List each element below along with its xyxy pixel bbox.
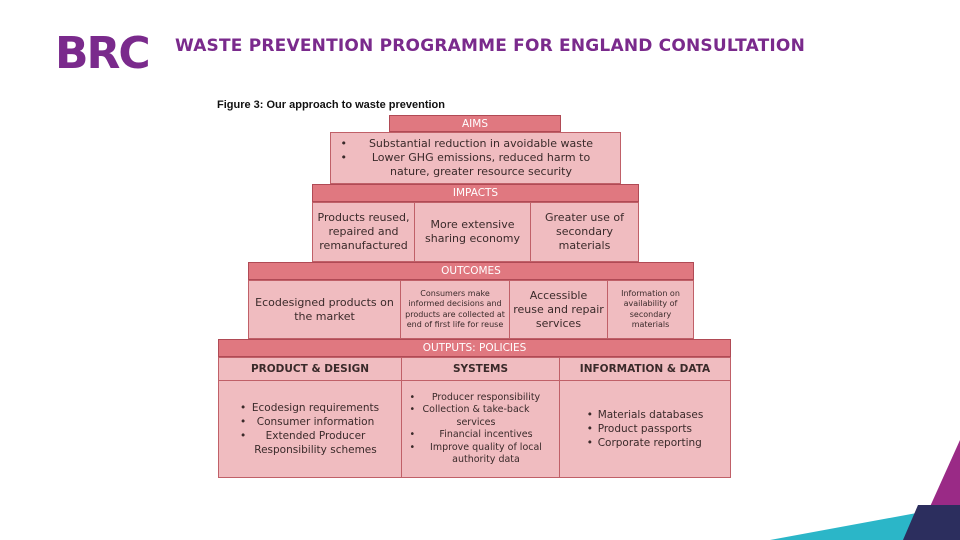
magenta-stripe-shape [915,440,960,540]
outcomes-header: OUTCOMES [248,262,694,280]
list-item: • Improve quality of local authority data [410,442,552,467]
logo-text: BRC [55,30,149,72]
aims-header: AIMS [389,115,561,132]
impacts-header: IMPACTS [312,184,639,202]
list-item: • Producer responsibility [410,392,552,405]
impacts-cell: Products reused, repaired and remanufactured [317,211,410,252]
outcomes-box [248,280,694,339]
aims-list [341,137,611,179]
list-item: • Consumer information [240,415,380,429]
outputs-column-title: SYSTEMS [452,363,509,375]
list-item: • Extended Producer Responsibility schemes [240,429,380,457]
outputs-column-title: INFORMATION & DATA [579,363,711,375]
outputs-column-body [560,381,730,477]
list-item: • Financial incentives [410,429,552,442]
slide-title: WASTE PREVENTION PROGRAMME FOR ENGLAND CONSULTATION [175,36,806,56]
outputs-header: OUTPUTS: POLICIES [218,339,731,357]
outcomes-cell: Information on availability of secondary materials [621,288,680,329]
navy-block-shape [903,505,960,540]
outputs-column-body [219,381,401,477]
teal-stripe-shape [770,505,960,540]
brc-logo-graphic [55,30,150,72]
brc-logo [55,30,150,72]
figure-caption: Figure 3: Our approach to waste prevention [217,99,445,111]
outputs-column-title: PRODUCT & DESIGN [250,363,370,375]
aims-item: • Lower GHG emissions, reduced harm to nature, greater resource security [341,151,611,179]
list-item: • Ecodesign requirements [240,401,380,415]
outputs-box [218,357,731,478]
outcomes-cell: Ecodesigned products on the market [255,295,394,323]
outcomes-cell: Consumers make informed decisions and products are collected at end of first life for reuse [405,288,505,329]
outputs-list [410,392,552,467]
outputs-list [587,408,704,450]
list-item: • Materials databases [587,408,704,422]
list-item: • Corporate reporting [587,436,704,450]
impacts-cell: Greater use of secondary materials [545,211,624,252]
outputs-list [240,401,380,457]
aims-box [330,132,621,184]
outcomes-cell: Accessible reuse and repair services [513,288,604,330]
impacts-box [312,202,639,262]
outputs-column-body [402,381,559,477]
list-item: • Collection & take-back services [410,404,532,429]
impacts-cell: More extensive sharing economy [425,218,520,245]
aims-item: • Substantial reduction in avoidable waste [341,137,611,151]
list-item: • Product passports [587,422,704,436]
